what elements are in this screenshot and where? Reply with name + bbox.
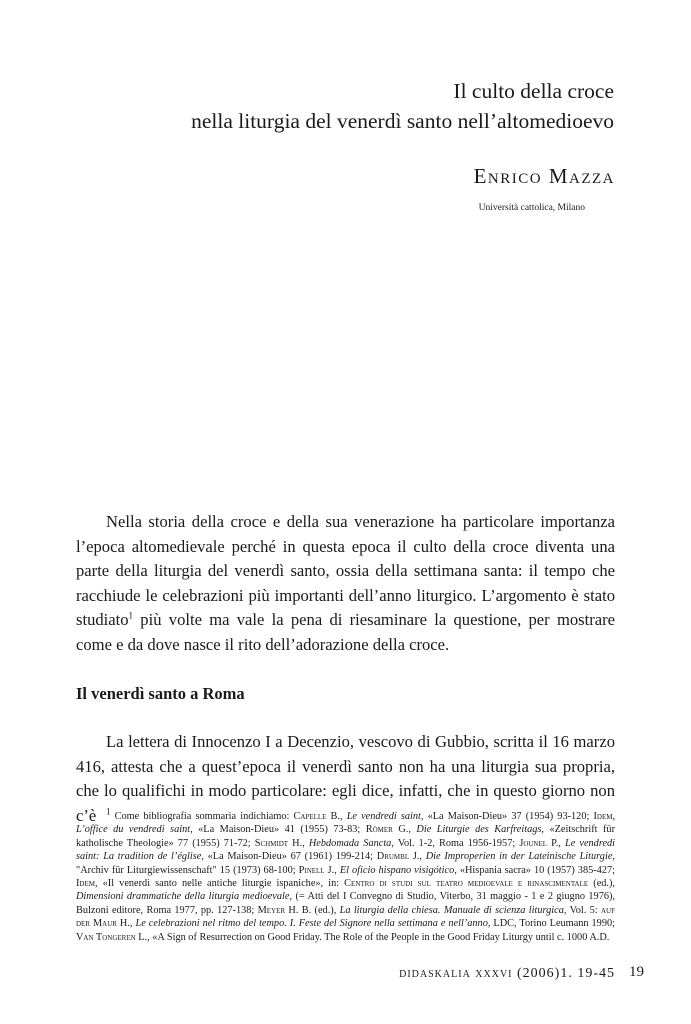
title-line-2: nella liturgia del venerdì santo nell’altomedioevo [191, 109, 614, 133]
fn-text: «La Maison-Dieu» 37 (1954) 93-120; [423, 811, 594, 822]
page-number: 19 [629, 964, 644, 980]
fn-text: "Archiv für Liturgiewissenschaft" 15 (1973) 68-100; [76, 864, 299, 876]
fn-text: «La Maison-Dieu» 67 (1961) 199-214; [203, 851, 377, 863]
fn-author: Idem, [76, 878, 98, 890]
section-heading: Il venerdì santo a Roma [76, 684, 245, 703]
fn-work: Dimensioni drammatiche della liturgia medioevale, [76, 891, 293, 903]
fn-work: Hebdomada Sancta, [308, 837, 394, 849]
fn-author: Jounel P. [519, 837, 559, 849]
fn-text: «Zeitschrift für katholische Theologie» 77 (1955) 71-72; [76, 824, 616, 849]
fn-text: Vol. 1-2, Roma 1956-1957; [393, 837, 520, 849]
fn-text: «Hispania sacra» 10 (1957) 385-427; [456, 864, 615, 876]
fn-work: L’office du vendredi saint, [76, 824, 193, 836]
fn-author: Schmidt H. [254, 837, 303, 849]
article-title [191, 76, 614, 136]
fn-work: La liturgia della chiesa. Manuale di scienza liturgica, [339, 904, 567, 916]
fn-author: auf der Maur H. [76, 904, 615, 930]
fn-text: «Il venerdì santo nelle antiche liturgie ispaniche», in: [97, 878, 345, 890]
paragraph-intro [76, 510, 615, 657]
author-name: Enrico Mazza [473, 164, 615, 188]
fn-work: Die Liturgie des Karfreitags, [416, 824, 544, 836]
fn-author: Drumbl J. [376, 851, 420, 863]
fn-work: Die Improperien in der Lateinische Liturgie, [425, 851, 615, 863]
paragraph-intro-text-a: Nella storia della croce e della sua venerazione ha particolare importanza l’epoca altomedievale perché in questa epoca il culto della croce diventa una parte della liturgia del venerdì santo, ossia della settimana santa: il tempo che racchiude le celebrazioni più importanti dell’anno liturgico. L’argomento è stato studiato [76, 512, 615, 629]
fn-work: El oficio hispano visigótico, [339, 864, 457, 876]
journal-footer: didaskalia xxxvi (2006)1. 19-45 [399, 966, 615, 981]
paragraph-section: La lettera di Innocenzo I a Decenzio, vescovo di Gubbio, scritta il 16 marzo 416, attesta che a quest’epoca il venerdì santo non ha una liturgia sua propria, che lo qualifichi in modo particolare: egli dice, infatti, che in questo giorno non c’è [76, 732, 615, 825]
fn-text: «La Maison-Dieu» 41 (1955) 73-83; [192, 824, 366, 836]
fn-work: Le celebrazioni nel ritmo del tempo. I. Feste del Signore nella settimana e nell’anno, [135, 918, 491, 930]
author-affiliation: Università cattolica, Milano [478, 203, 585, 213]
fn-text: (ed.), [311, 904, 340, 916]
fn-author: Römer G. [365, 824, 409, 836]
fn-text: Vol. 5: [566, 904, 601, 916]
fn-author: Centro di studi sul teatro medioevale e rinascimentale [344, 878, 589, 890]
fn-author: Meyer H. B. [257, 904, 312, 916]
paragraph-intro-text-b: più volte ma vale la pena di riesaminare la questione, per mostrare come e da dove nasce il rito dell’adorazione della croce. [76, 610, 615, 654]
fn-work: Le vendredi saint, [346, 811, 424, 822]
fn-text: Come bibliografia sommaria indichiamo: [110, 811, 294, 822]
fn-work: Le vendredi saint: La tradition de l’église, [76, 837, 616, 863]
fn-text: «A Sign of Resurrection on Good Friday. The Role of the People in the Good Friday Liturgy until c. 1000 A.D. [149, 931, 610, 943]
fn-author: Pinell J. [298, 864, 335, 876]
title-line-1: Il culto della croce [453, 79, 614, 103]
footnote: $^1$ Come bibliografia sommaria indichiamo: Capelle B., Le vendredi saint, «La Maison-Dieu» 37 (1954) 93-120; Idem, L’office du vendredi saint, «La Maison-Dieu» 41 (1955) 73-83; Römer G., Die Liturgie des Karfreitags, «Zeitschrift für katholische Theologie» 77 (1955) 71-72; Schmidt H., Hebdomada Sancta, Vol. 1-2, Roma 1956-1957; Jounel P., Le vendredi saint: La tradition de l’église, «La Maison-Dieu» 67 (1961) 199-214; Drumbl J., Die Improperien in der Lateinische Liturgie, "Archiv für Liturgiewissenschaft" 15 (1973) 68-100; Pinell J., El oficio hispano visigótico, «Hispania sacra» 10 (1957) 385-427; Idem, «Il venerdì santo nelle antiche liturgie ispaniche», in: Centro di studi sul teatro medioevale e rinascimentale (ed.), Dimensioni drammatiche della liturgia medioevale, (= Atti del I Convegno di Studio, Viterbo, 31 maggio - 1 e 2 giugno 1976), Bulzoni editore, Roma 1977, pp. 127-138; Meyer H. B. (ed.), La liturgia della chiesa. Manuale di scienza liturgica, Vol. 5: auf der Maur H., Le celebrazioni nel ritmo del tempo. I. Feste del Signore nella settimana e nell’anno, LDC, Torino Leumann 1990; Van Tongeren L., «A Sign of Resurrection on Good Friday. The Role of the People in the Good Friday Liturgy until c. 1000 A.D. [76, 806, 616, 943]
fn-text: (ed.), [588, 878, 615, 890]
footnote-number: 1 [106, 806, 111, 817]
fn-text: (= Atti del I Convegno di Studio, Viterbo, 31 maggio - 1 e 2 giugno 1976), Bulzoni editore, Roma 1977, pp. 127-138; [76, 891, 616, 916]
footnote-ref[interactable]: 1 [128, 610, 134, 621]
fn-author: Capelle B. [293, 811, 340, 822]
fn-author: Idem, [593, 811, 616, 822]
fn-text: LDC, Torino Leumann 1990; [490, 918, 615, 930]
fn-author: Van Tongeren L. [76, 931, 148, 943]
